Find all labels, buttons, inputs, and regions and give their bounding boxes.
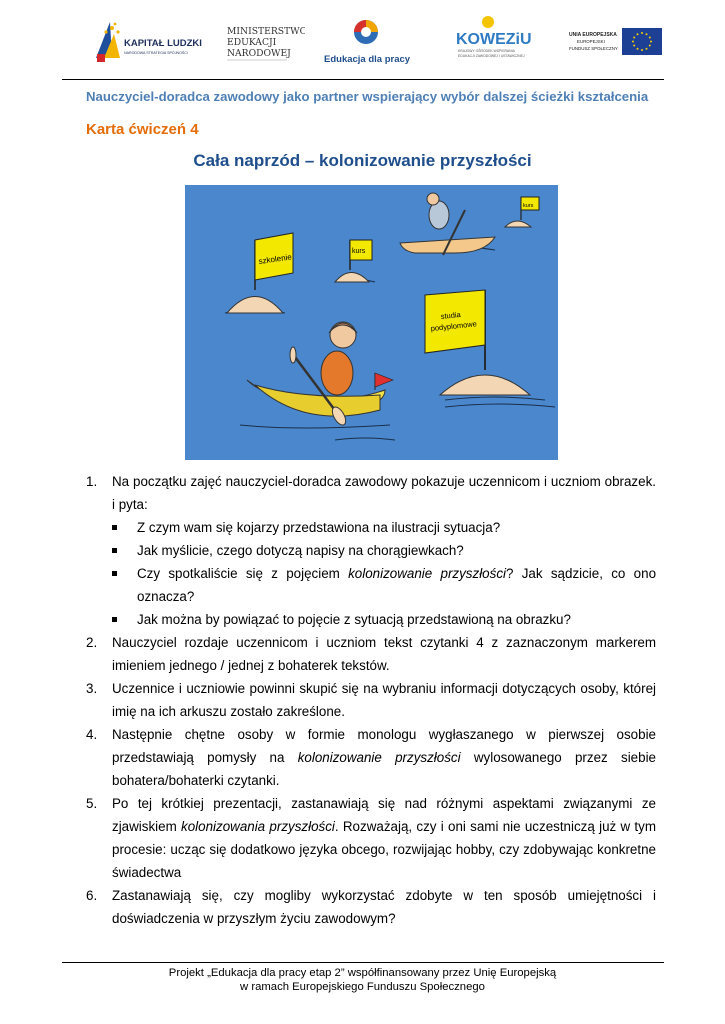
svg-text:KAPITAŁ LUDZKI: KAPITAŁ LUDZKI xyxy=(124,38,202,49)
kapital-ludzki-logo xyxy=(92,14,207,70)
footer-divider xyxy=(62,962,664,963)
flag-kurs-label: kurs xyxy=(352,248,366,255)
footer-line-2: w ramach Europejskiego Funduszu Społecznego xyxy=(240,981,485,993)
worksheet-label: Karta ćwiczeń 4 xyxy=(86,121,199,138)
flag-studia-line1: studia xyxy=(440,309,462,321)
svg-text:NARODOWA STRATEGIA SPÓJNOŚCI: NARODOWA STRATEGIA SPÓJNOŚCI xyxy=(124,51,188,55)
footer-line-1: Projekt „Edukacja dla pracy etap 2” współfinansowany przez Unię Europejską xyxy=(168,967,557,979)
illustration xyxy=(185,185,558,460)
svg-text:NARODOWEJ: NARODOWEJ xyxy=(227,48,291,59)
page-title: Cała naprzód – kolonizowanie przyszłości xyxy=(193,151,532,170)
eu-logo xyxy=(567,14,664,70)
flag-studia-line2: podyplomowe xyxy=(430,319,478,333)
svg-text:EDUKACJI ZAWODOWEJ I USTAWICZN: EDUKACJI ZAWODOWEJ I USTAWICZNEJ xyxy=(458,54,525,58)
boats-illustration xyxy=(185,185,558,460)
document-subtitle: Nauczyciel-doradca zawodowy jako partner wspierający wybór dalszej ścieżki kształcenia xyxy=(86,89,649,104)
question-item: Czy spotkaliście się z pojęciem kolonizowanie przyszłości? Jak sądzicie, co ono oznacza? xyxy=(86,562,656,608)
svg-text:UNIA EUROPEJSKA: UNIA EUROPEJSKA xyxy=(569,32,617,38)
list-item-2: 2. Nauczyciel rozdaje uczennicom i uczniom tekst czytanki 4 z zaznaczonym markerem imieniem jednego / jednej z bohaterek tekstów. xyxy=(86,635,656,673)
edukacja-dla-pracy-logo xyxy=(320,14,415,70)
list-item-3: 3. Uczennice i uczniowie powinni skupić się na wybraniu informacji dotyczących osoby, której imię na ich arkuszu zostało zakreślone. xyxy=(86,681,656,719)
list-item-4: 4. Następnie chętne osoby w formie monologu wygłaszanego w pierwszej osobie przedstawiają pomysły na kolonizowanie przyszłości wylosowanego przez siebie bohatera/bohaterki czytanki. xyxy=(86,727,656,788)
kapital-ludzki-icon xyxy=(92,14,207,70)
svg-text:FUNDUSZ SPOŁECZNY: FUNDUSZ SPOŁECZNY xyxy=(569,46,618,51)
flag-kurs2-label: kurs xyxy=(523,203,534,209)
question-item: Z czym wam się kojarzy przedstawiona na ilustracji sytuacja? xyxy=(86,516,656,539)
question-item: Jak myślicie, czego dotyczą napisy na chorągiewkach? xyxy=(86,539,656,562)
svg-text:KOWEZiU: KOWEZiU xyxy=(456,31,532,48)
question-list xyxy=(86,516,656,631)
footer xyxy=(0,966,725,994)
question-item: Jak można by powiązać to pojęcie z sytuacją przedstawioną na obrazku? xyxy=(86,608,656,631)
svg-text:EUROPEJSKI: EUROPEJSKI xyxy=(577,39,605,44)
svg-text:Edukacja dla pracy: Edukacja dla pracy xyxy=(324,54,411,65)
list-item-5: 5. Po tej krótkiej prezentacji, zastanawiają się nad różnymi aspektami związanymi ze zjawiskiem kolonizowania przyszłości. Rozważają, czy i oni sami nie uczestniczą już w tym procesie: ucząc się dodatkowo języka obcego, rozwijając hobby, czy zdobywając konkretne świadectwa xyxy=(86,796,657,880)
header-divider xyxy=(62,79,664,80)
svg-text:EDUKACJI: EDUKACJI xyxy=(227,37,277,48)
exercise-list xyxy=(86,470,656,930)
list-item-6: 6. Zastanawiają się, czy mogliby wykorzystać zdobyte w ten sposób umiejętności i doświadczenia w przyszłym życiu zawodowym? xyxy=(86,888,656,926)
kowezu-logo xyxy=(450,14,545,70)
flag-szkolenie-label: szkolenie xyxy=(258,252,293,266)
header-logos xyxy=(62,14,664,70)
svg-text:KRAJOWY OŚRODEK WSPIERANIA: KRAJOWY OŚRODEK WSPIERANIA xyxy=(458,49,515,53)
list-item-1: 1. Na początku zajęć nauczyciel-doradca zawodowy pokazuje uczennicom i uczniom obrazek. i pyta: Z czym wam się kojarzy przedstawiona na ilustracji sytuacja? Jak myślicie, czego dotyczą napisy na chorągiewkach? Czy spotkaliście się z pojęciem kolonizowanie przyszłości? Jak sądzicie, co ono oznacza? Jak można by powiązać to pojęcie z sytuacją przedstawioną na obrazku? xyxy=(86,470,656,631)
svg-text:MINISTERSTWO: MINISTERSTWO xyxy=(227,26,305,37)
ministerstwo-logo xyxy=(225,14,305,70)
